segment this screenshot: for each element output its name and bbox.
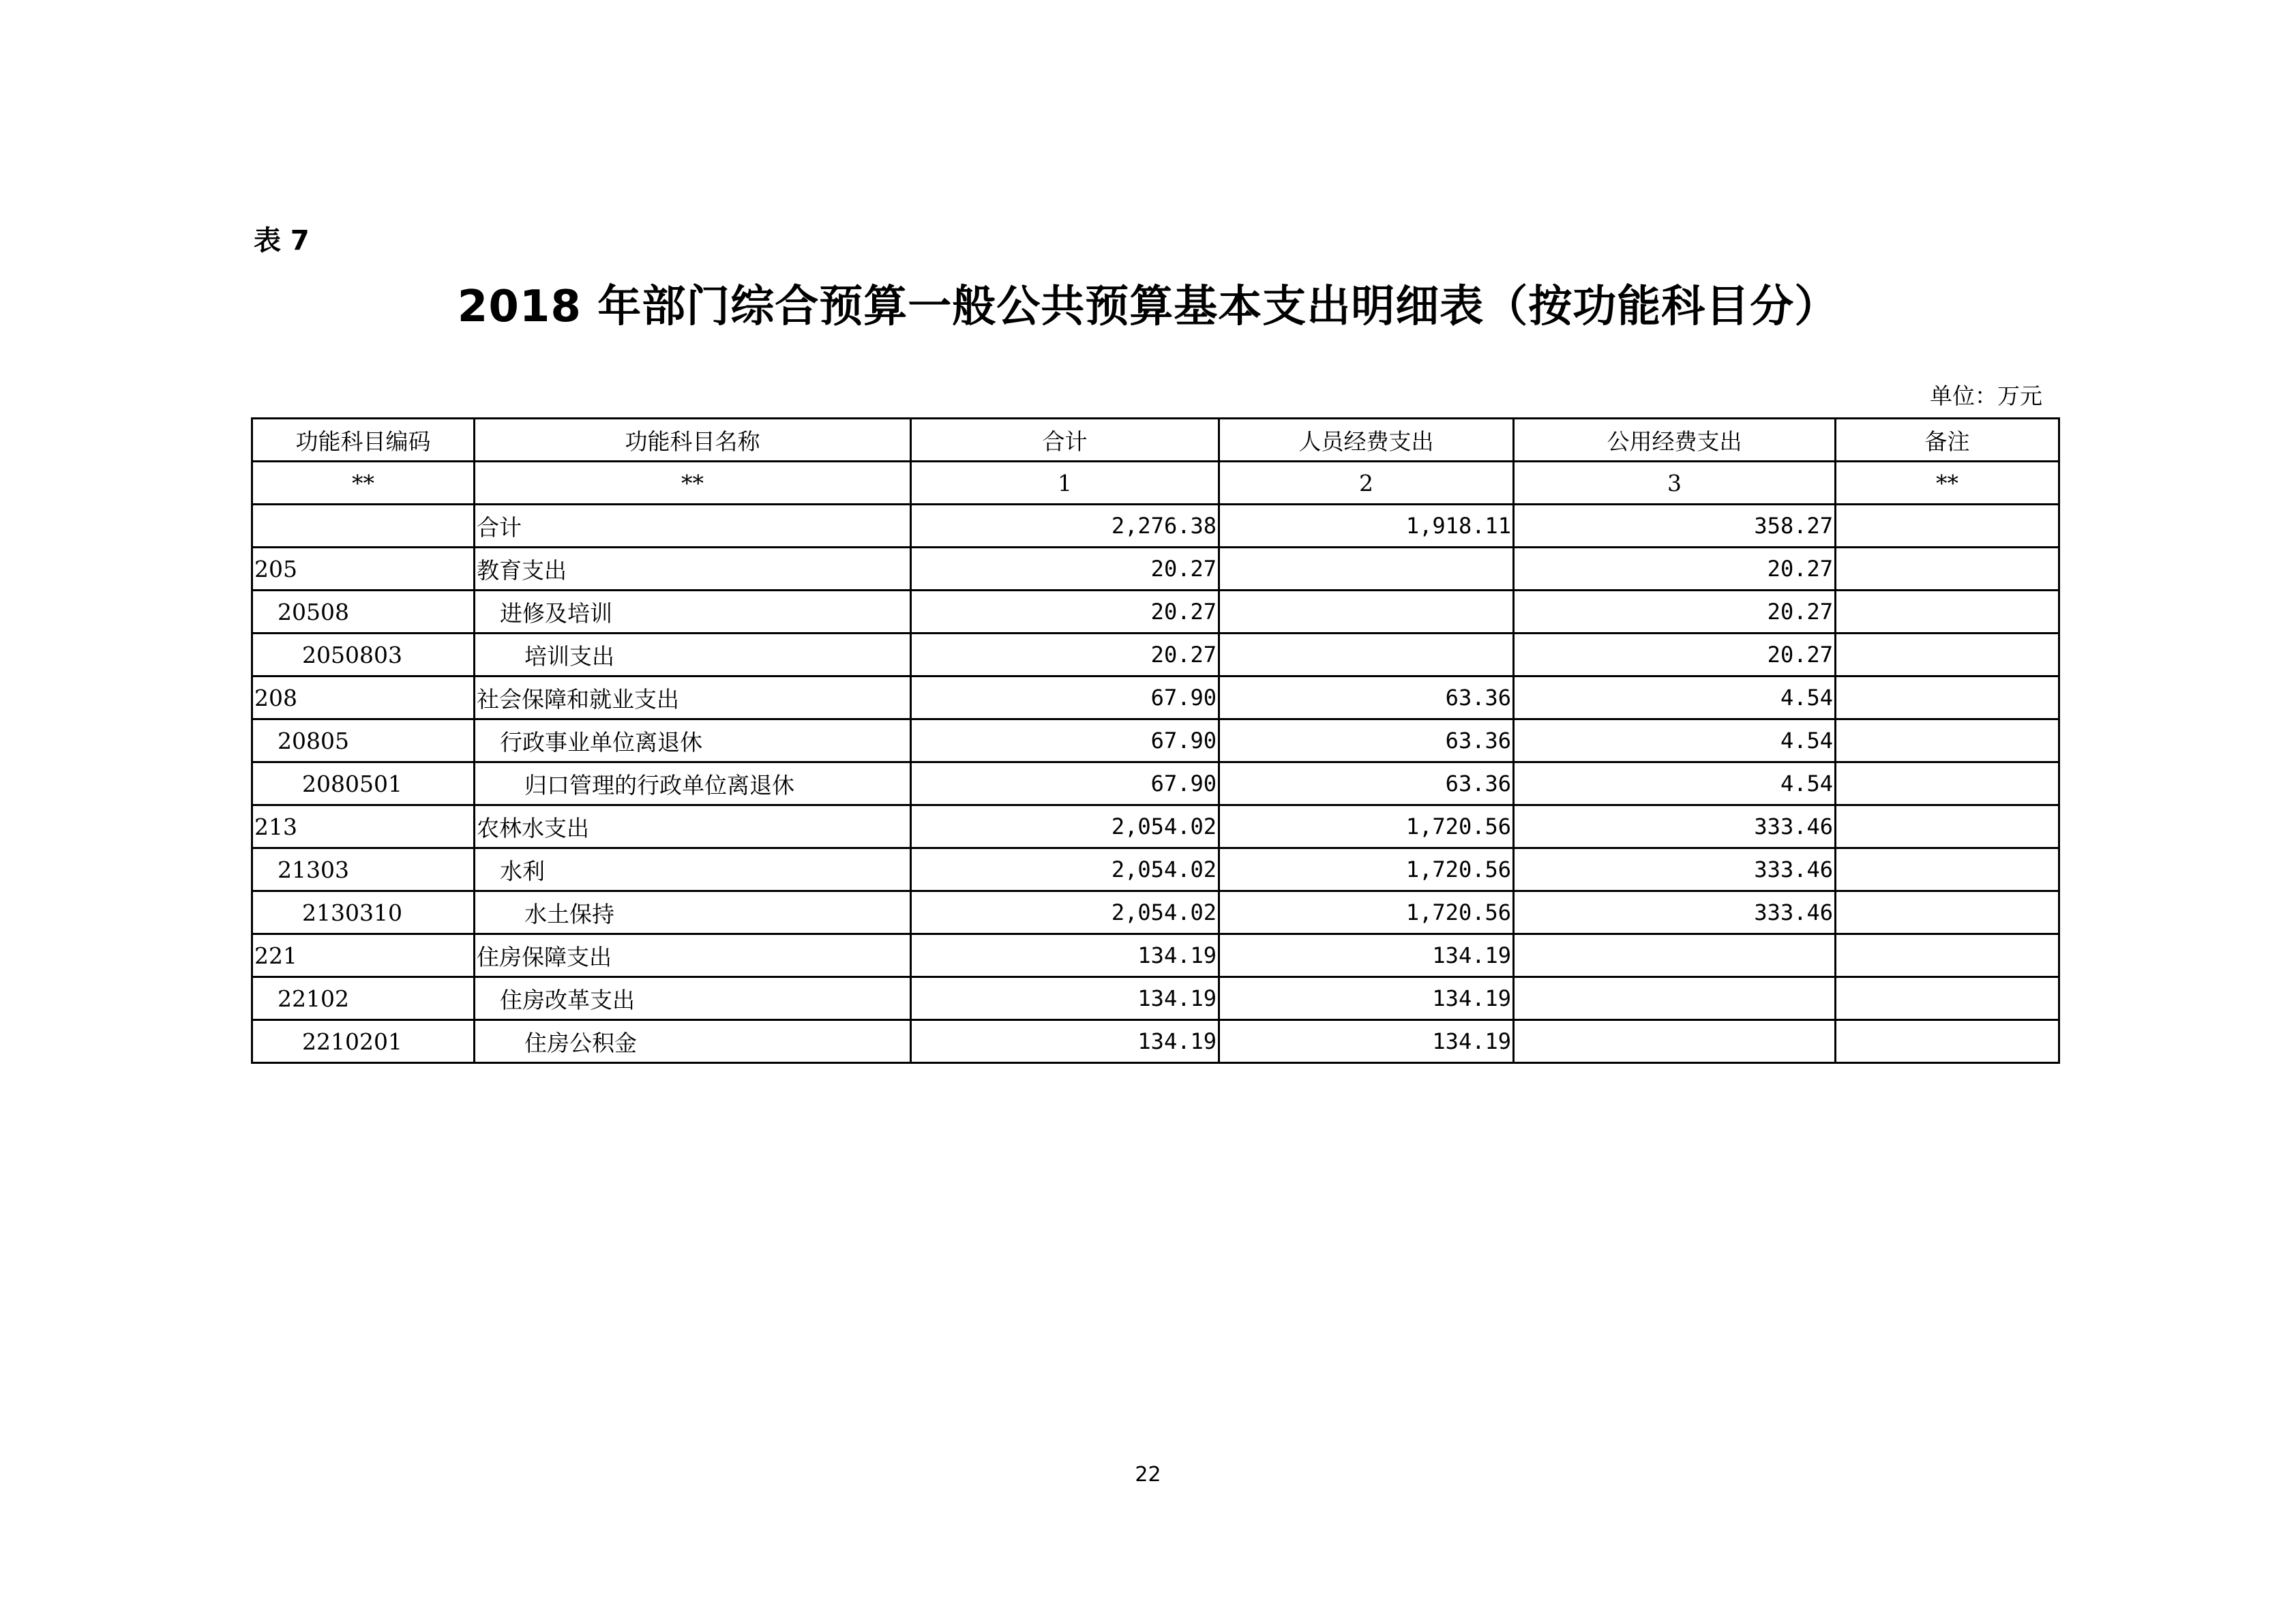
cell-name: 水利 (475, 848, 911, 891)
header-public: 公用经费支出 (1514, 419, 1836, 462)
cell-public: 4.54 (1514, 762, 1836, 805)
cell-personnel: 63.36 (1219, 676, 1514, 719)
header-name: 功能科目名称 (475, 419, 911, 462)
cell-public: 4.54 (1514, 676, 1836, 719)
cell-name: 归口管理的行政单位离退休 (475, 762, 911, 805)
table-body (252, 505, 2059, 1063)
cell-personnel: 1,720.56 (1219, 805, 1514, 848)
cell-total: 2,054.02 (911, 848, 1219, 891)
table-row (252, 805, 2059, 848)
cell-name: 住房公积金 (475, 1020, 911, 1063)
cell-code: 20508 (252, 591, 475, 634)
table-row (252, 891, 2059, 934)
index-total: 1 (911, 462, 1219, 505)
table-row (252, 676, 2059, 719)
cell-total: 67.90 (911, 719, 1219, 762)
cell-note (1836, 762, 2059, 805)
cell-code: 20805 (252, 719, 475, 762)
cell-note (1836, 934, 2059, 977)
table-label: 表 7 (254, 225, 310, 256)
cell-total: 67.90 (911, 762, 1219, 805)
cell-total: 134.19 (911, 1020, 1219, 1063)
cell-name: 教育支出 (475, 548, 911, 591)
cell-code: 213 (252, 805, 475, 848)
cell-total: 20.27 (911, 591, 1219, 634)
cell-personnel: 63.36 (1219, 719, 1514, 762)
cell-public: 333.46 (1514, 848, 1836, 891)
header-total: 合计 (911, 419, 1219, 462)
cell-personnel (1219, 634, 1514, 676)
cell-public: 333.46 (1514, 891, 1836, 934)
cell-note (1836, 891, 2059, 934)
cell-note (1836, 591, 2059, 634)
cell-note (1836, 676, 2059, 719)
cell-public: 20.27 (1514, 591, 1836, 634)
cell-personnel (1219, 548, 1514, 591)
header-note: 备注 (1836, 419, 2059, 462)
cell-total: 2,054.02 (911, 805, 1219, 848)
index-code: ** (252, 462, 475, 505)
header-personnel: 人员经费支出 (1219, 419, 1514, 462)
cell-code: 21303 (252, 848, 475, 891)
table-row (252, 591, 2059, 634)
index-note: ** (1836, 462, 2059, 505)
cell-code: 22102 (252, 977, 475, 1020)
cell-name: 培训支出 (475, 634, 911, 676)
cell-public: 358.27 (1514, 505, 1836, 548)
budget-table (251, 417, 2060, 1064)
cell-personnel: 1,918.11 (1219, 505, 1514, 548)
cell-code (252, 505, 475, 548)
index-row (252, 462, 2059, 505)
cell-total: 2,276.38 (911, 505, 1219, 548)
cell-name: 住房保障支出 (475, 934, 911, 977)
cell-code: 2080501 (252, 762, 475, 805)
cell-name: 农林水支出 (475, 805, 911, 848)
cell-public (1514, 934, 1836, 977)
cell-code: 2050803 (252, 634, 475, 676)
cell-code: 2210201 (252, 1020, 475, 1063)
cell-name: 合计 (475, 505, 911, 548)
header-code: 功能科目编码 (252, 419, 475, 462)
cell-personnel: 134.19 (1219, 977, 1514, 1020)
cell-public (1514, 1020, 1836, 1063)
header-row (252, 419, 2059, 462)
table-row (252, 977, 2059, 1020)
cell-code: 205 (252, 548, 475, 591)
cell-total: 134.19 (911, 934, 1219, 977)
page-number: 22 (1135, 1463, 1161, 1487)
cell-note (1836, 977, 2059, 1020)
cell-personnel (1219, 591, 1514, 634)
cell-name: 社会保障和就业支出 (475, 676, 911, 719)
cell-code: 208 (252, 676, 475, 719)
index-public: 3 (1514, 462, 1836, 505)
cell-public (1514, 977, 1836, 1020)
cell-total: 134.19 (911, 977, 1219, 1020)
cell-code: 221 (252, 934, 475, 977)
cell-personnel: 63.36 (1219, 762, 1514, 805)
cell-total: 2,054.02 (911, 891, 1219, 934)
table-row (252, 634, 2059, 676)
cell-personnel: 1,720.56 (1219, 891, 1514, 934)
table-row (252, 934, 2059, 977)
table-row (252, 719, 2059, 762)
cell-note (1836, 634, 2059, 676)
index-name: ** (475, 462, 911, 505)
cell-note (1836, 848, 2059, 891)
table-row (252, 548, 2059, 591)
table-row (252, 505, 2059, 548)
cell-name: 住房改革支出 (475, 977, 911, 1020)
unit-label: 单位：万元 (1930, 383, 2042, 409)
cell-total: 20.27 (911, 634, 1219, 676)
cell-public: 20.27 (1514, 634, 1836, 676)
cell-note (1836, 505, 2059, 548)
table-row (252, 762, 2059, 805)
cell-personnel: 134.19 (1219, 1020, 1514, 1063)
cell-note (1836, 548, 2059, 591)
cell-public: 333.46 (1514, 805, 1836, 848)
cell-total: 67.90 (911, 676, 1219, 719)
document-title: 2018 年部门综合预算一般公共预算基本支出明细表（按功能科目分） (457, 282, 1839, 332)
cell-name: 行政事业单位离退休 (475, 719, 911, 762)
cell-public: 20.27 (1514, 548, 1836, 591)
cell-name: 进修及培训 (475, 591, 911, 634)
cell-personnel: 1,720.56 (1219, 848, 1514, 891)
cell-name: 水土保持 (475, 891, 911, 934)
cell-note (1836, 719, 2059, 762)
cell-personnel: 134.19 (1219, 934, 1514, 977)
cell-note (1836, 1020, 2059, 1063)
cell-code: 2130310 (252, 891, 475, 934)
table-row (252, 848, 2059, 891)
cell-note (1836, 805, 2059, 848)
table-row (252, 1020, 2059, 1063)
index-personnel: 2 (1219, 462, 1514, 505)
cell-public: 4.54 (1514, 719, 1836, 762)
cell-total: 20.27 (911, 548, 1219, 591)
